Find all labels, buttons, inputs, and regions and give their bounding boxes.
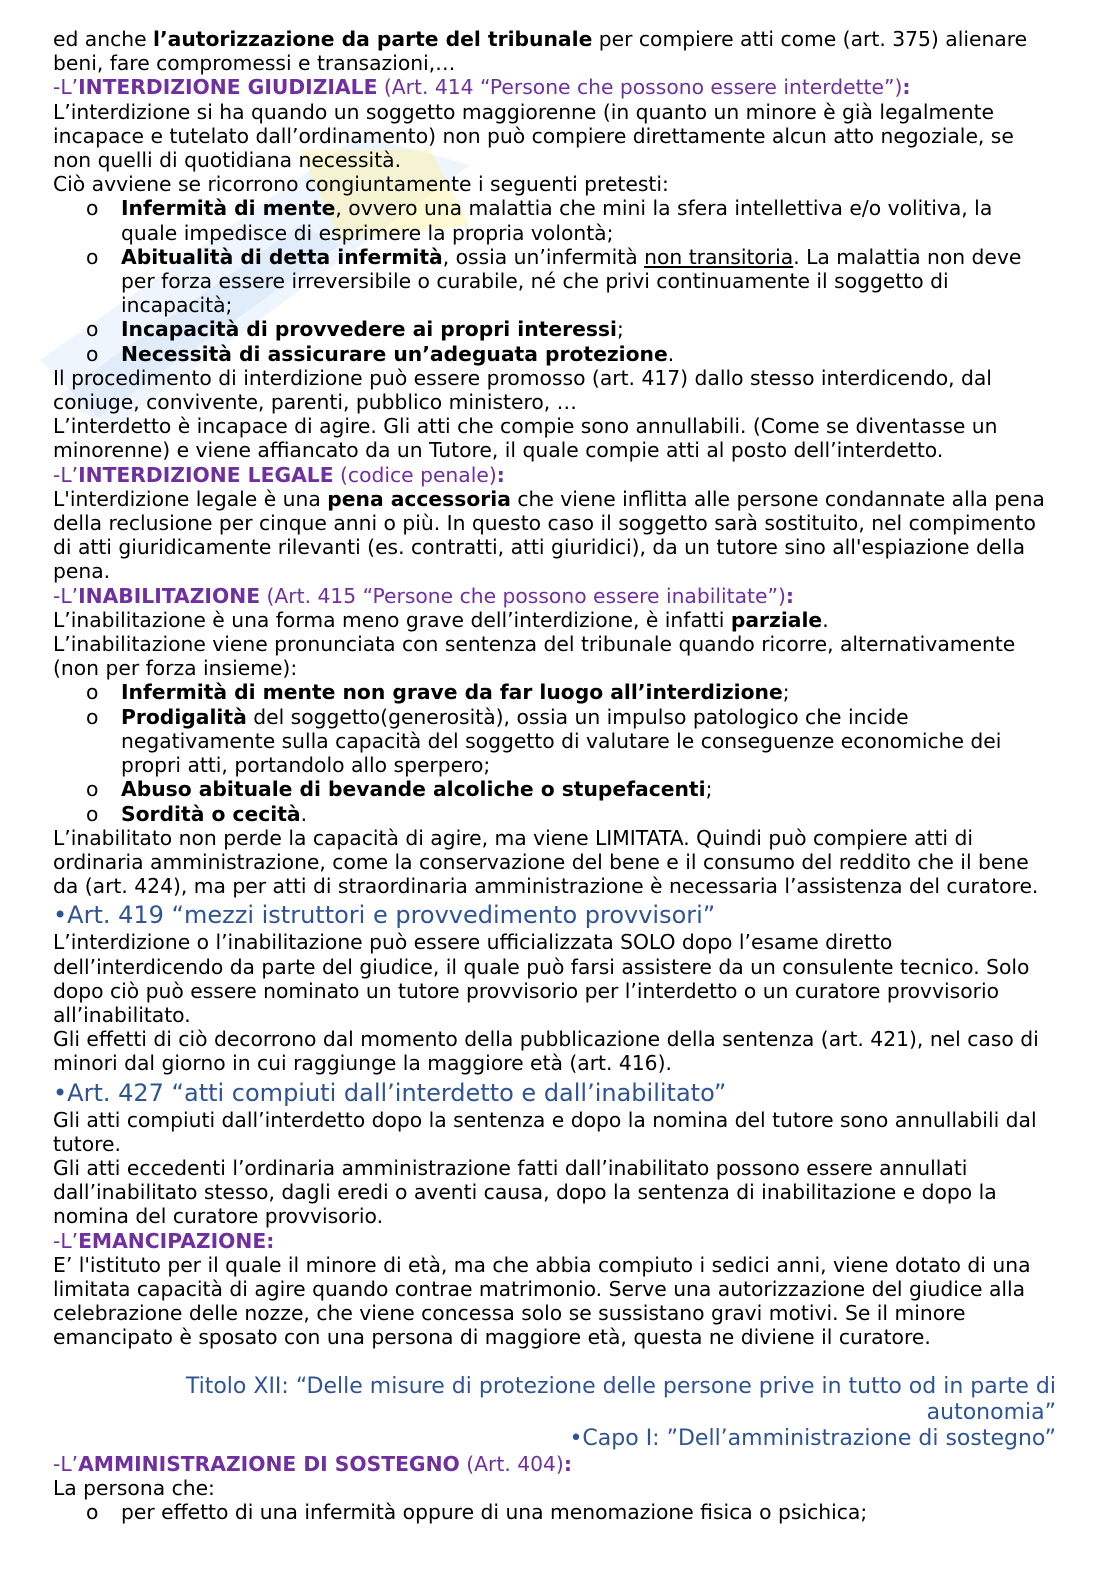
bold-text: parziale <box>730 607 823 632</box>
text-line <box>53 1253 1056 1277</box>
text-run: negativamente sulla capacità del soggetto di valutare le conseguenze economiche dei <box>121 728 1002 753</box>
text-line <box>121 1500 1056 1524</box>
text-line <box>53 1156 1056 1180</box>
text-run: dall’inabilitato stesso, dagli eredi o aventi causa, dopo la sentenza di inabilitazione e dopo la <box>53 1180 997 1205</box>
text-run: minorenne) e viene affiancato da un Tutore, il quale compie atti al posto dell’interdetto. <box>53 438 944 463</box>
text-run: E’ l'istituto per il quale il minore di età, ma che abbia compiuto i sedici anni, viene dotato di una <box>53 1252 1031 1277</box>
text-run: non quelli di quotidiana necessità. <box>53 148 402 173</box>
text-run: da (art. 424), ma per atti di straordinaria amministrazione è necessaria l’assistenza del curatore. <box>53 874 1039 899</box>
heading-bold-text: AMMINISTRAZIONE DI SOSTEGNO <box>78 1451 460 1476</box>
text-line <box>121 802 1056 826</box>
text-run: per forza essere irreversibile o curabile, né che privi continuamente il soggetto di <box>121 269 949 294</box>
paragraph <box>53 172 1056 196</box>
text-run: , ossia un’infermità <box>442 244 645 269</box>
section-label <box>53 1452 1056 1476</box>
bullet-marker: o <box>86 704 99 729</box>
text-run: •Capo I: ”Dell’amministrazione di sostegno” <box>569 1425 1056 1451</box>
text-run: pena. <box>53 559 111 584</box>
paragraph <box>53 487 1056 584</box>
text-line <box>53 124 1056 148</box>
text-line <box>121 705 1056 729</box>
text-line <box>53 100 1056 124</box>
heading-bold-text: EMANCIPAZIONE: <box>78 1228 275 1253</box>
text-line <box>121 680 1056 704</box>
text-line <box>53 27 1056 51</box>
text-run: ordinaria amministrazione, come la conservazione del bene e il consumo del reddito che il bene <box>53 849 1029 874</box>
text-line <box>53 172 1056 196</box>
text-run: •Art. 419 “mezzi istruttori e provvedimento provvisori” <box>53 901 716 930</box>
text-run: L’interdetto è incapace di agire. Gli atti che compie sono annullabili. (Come se diventasse un <box>53 414 998 439</box>
text-line <box>53 390 1056 414</box>
text-line <box>53 463 1056 487</box>
text-run: limitata capacità di agire quando contrae matrimonio. Serve una autorizzazione del giudice alla <box>53 1276 1026 1301</box>
paragraph <box>53 608 1056 632</box>
text-line <box>121 342 1056 366</box>
heading-bold-text: : <box>902 75 911 100</box>
text-line <box>53 438 1056 462</box>
text-run: ; <box>616 317 624 342</box>
bullet-marker: o <box>86 680 99 705</box>
bullet-marker: o <box>86 777 99 802</box>
text-run: celebrazione delle nozze, che viene concessa solo se sussistano gravi motivi. Se il minore <box>53 1301 966 1326</box>
text-line <box>53 1078 1056 1108</box>
text-run: L'interdizione legale è una <box>53 486 328 511</box>
text-line <box>53 1132 1056 1156</box>
text-run: , ovvero una malattia che mini la sfera intellettiva e/o volitiva, la <box>335 196 993 221</box>
heading-bold-text: INTERDIZIONE LEGALE <box>78 462 334 487</box>
text-run: nomina del curatore provvisorio. <box>53 1204 384 1229</box>
text-run: L’interdizione si ha quando un soggetto maggiorenne (in quanto un minore è già legalmente <box>53 99 994 124</box>
text-run: emancipato è sposato con una persona di maggiore età, questa ne diviene il curatore. <box>53 1325 931 1350</box>
text-run: incapacità; <box>121 293 233 318</box>
heading-text: (Art. 404) <box>459 1451 564 1476</box>
text-run: quale impedisce di esprimere la propria volontà; <box>121 220 614 245</box>
bold-text: Infermità di mente non grave da far luogo all’interdizione <box>121 680 783 705</box>
bold-text: Abuso abituale di bevande alcoliche o stupefacenti <box>121 777 706 802</box>
text-line <box>121 729 1056 753</box>
text-line <box>53 979 1056 1003</box>
text-run: ed anche <box>53 27 154 51</box>
text-run: L’inabilitato non perde la capacità di agire, ma viene LIMITATA. Quindi può compiere atti di <box>53 825 973 850</box>
bullet-item <box>53 802 1056 826</box>
text-run: che viene inflitta alle persone condannate alla pena <box>510 486 1045 511</box>
text-line <box>53 850 1056 874</box>
text-line <box>53 900 1056 930</box>
text-run: L’inabilitazione viene pronunciata con sentenza del tribunale quando ricorre, alternativamente <box>53 632 1016 657</box>
heading-text: -L’ <box>53 462 79 487</box>
bullet-item <box>53 196 1056 244</box>
section-label <box>53 584 1056 608</box>
text-line <box>121 317 1056 341</box>
bullet-item <box>53 705 1056 778</box>
text-line <box>53 1452 1056 1476</box>
text-run: coniuge, convivente, parenti, pubblico ministero, … <box>53 390 577 415</box>
heading-text: (Art. 414 “Persone che possono essere interdette”) <box>377 75 903 100</box>
text-line <box>53 584 1056 608</box>
heading-bold-text: : <box>563 1451 572 1476</box>
text-run: . <box>822 607 829 632</box>
text-line <box>53 1374 1056 1400</box>
text-line <box>53 1051 1056 1075</box>
bullet-marker: o <box>86 801 99 826</box>
text-run: dell’interdicendo da parte del giudice, il quale può farsi assistere da un consulente tecnico. Solo <box>53 954 1030 979</box>
text-run: per effetto di una infermità oppure di una menomazione fisica o psichica; <box>121 1499 868 1524</box>
bullet-item <box>53 245 1056 318</box>
bold-text: l’autorizzazione da parte del tribunale <box>153 27 593 51</box>
bullet-marker: o <box>86 1499 99 1524</box>
text-line <box>53 366 1056 390</box>
text-line <box>53 1325 1056 1349</box>
text-run: del soggetto(generosità), ossia un impulso patologico che incide <box>246 704 909 729</box>
bold-text: Abitualità di detta infermità <box>121 244 443 269</box>
heading-text: (codice penale) <box>333 462 497 487</box>
text-line <box>121 753 1056 777</box>
text-run: Gli atti eccedenti l’ordinaria amministrazione fatti dall’inabilitato possono essere annullati <box>53 1155 968 1180</box>
section-label <box>53 463 1056 487</box>
paragraph <box>53 632 1056 680</box>
text-line <box>53 148 1056 172</box>
text-line <box>121 196 1056 220</box>
heading-bold-text: : <box>785 583 794 608</box>
text-run: incapace e tutelato dall’ordinamento) non può compiere direttamente alcun atto negoziale, se <box>53 123 1014 148</box>
text-run: tutore. <box>53 1131 121 1156</box>
text-run: La persona che: <box>53 1475 215 1500</box>
text-run: Il procedimento di interdizione può essere promosso (art. 417) dallo stesso interdicendo, dal <box>53 365 992 390</box>
text-line <box>53 51 1056 75</box>
text-line <box>53 1180 1056 1204</box>
paragraph <box>53 1027 1056 1075</box>
bullet-marker: o <box>86 341 99 366</box>
bold-text: pena accessoria <box>327 486 511 511</box>
text-run: . La malattia non deve <box>793 244 1022 269</box>
bullet-item <box>53 777 1056 801</box>
paragraph <box>53 1253 1056 1350</box>
text-line <box>53 1426 1056 1452</box>
bullet-item <box>53 1500 1056 1524</box>
bold-text: Incapacità di provvedere ai propri interessi <box>121 317 617 342</box>
bullet-item <box>53 317 1056 341</box>
heading-bold-text: INTERDIZIONE GIUDIZIALE <box>78 75 378 100</box>
text-line <box>53 1229 1056 1253</box>
bullet-item <box>53 680 1056 704</box>
paragraph <box>53 100 1056 173</box>
text-run: L’inabilitazione è una forma meno grave dell’interdizione, è infatti <box>53 607 731 632</box>
text-run: L’interdizione o l’inabilitazione può essere ufficializzata SOLO dopo l’esame diretto <box>53 930 893 955</box>
underlined-text: non transitoria <box>644 244 794 269</box>
bold-text: Infermità di mente <box>121 196 336 221</box>
text-run: dopo ciò può essere nominato un tutore provvisorio per l’interdetto o un curatore provvisorio <box>53 978 999 1003</box>
text-run: autonomia” <box>926 1399 1056 1425</box>
text-run: . <box>300 801 308 826</box>
text-line <box>121 777 1056 801</box>
text-run: Titolo XII: “Delle misure di protezione delle persone prive in tutto od in parte di <box>185 1373 1056 1399</box>
bullet-item <box>53 342 1056 366</box>
text-line <box>53 632 1056 656</box>
article-heading <box>53 898 1056 930</box>
text-line <box>53 75 1056 99</box>
heading-text: -L’ <box>53 1451 79 1476</box>
paragraph <box>53 930 1056 1027</box>
text-line <box>53 826 1056 850</box>
text-line <box>53 656 1056 680</box>
text-run: Gli effetti di ciò decorrono dal momento della pubblicazione della sentenza (art. 421), nel caso di <box>53 1027 1039 1052</box>
heading-text: -L’ <box>53 583 79 608</box>
document-body <box>53 27 1056 1524</box>
bold-text: Necessità di assicurare un’adeguata protezione <box>121 341 668 366</box>
text-line <box>121 269 1056 293</box>
heading-text: -L’ <box>53 75 79 100</box>
text-line <box>121 245 1056 269</box>
text-run: ; <box>782 680 790 705</box>
paragraph <box>53 1476 1056 1500</box>
paragraph <box>53 414 1056 462</box>
text-line <box>53 559 1056 583</box>
paragraph <box>53 1156 1056 1229</box>
text-run: per compiere atti come (art. 375) alienare <box>592 27 1028 51</box>
text-run: all’inabilitato. <box>53 1002 191 1027</box>
paragraph <box>53 366 1056 414</box>
text-run: ; <box>705 777 713 802</box>
text-run: Gli atti compiuti dall’interdetto dopo la sentenza e dopo la nomina del tutore sono annullabili dal <box>53 1107 1037 1132</box>
heading-text: -L’ <box>53 1228 79 1253</box>
text-line <box>53 930 1056 954</box>
text-line <box>53 535 1056 559</box>
text-line <box>53 1027 1056 1051</box>
paragraph <box>53 27 1056 75</box>
heading-text: (Art. 415 “Persone che possono essere inabilitate”) <box>260 583 786 608</box>
text-line <box>53 1204 1056 1228</box>
text-line <box>53 487 1056 511</box>
paragraph <box>53 1108 1056 1156</box>
paragraph <box>53 826 1056 899</box>
text-run: (non per forza insieme): <box>53 656 298 681</box>
text-run: beni, fare compromessi e transazioni,… <box>53 51 456 76</box>
text-line <box>53 1277 1056 1301</box>
text-run: propri atti, portandolo allo sperpero; <box>121 753 491 778</box>
text-line <box>53 874 1056 898</box>
text-line <box>53 511 1056 535</box>
text-run: •Art. 427 “atti compiuti dall’interdetto e dall’inabilitato” <box>53 1078 727 1107</box>
text-run: della reclusione per cinque anni o più. In questo caso il soggetto sarà sostituito, nel compimento <box>53 511 1036 536</box>
bullet-marker: o <box>86 196 99 221</box>
text-run: Ciò avviene se ricorrono congiuntamente i seguenti pretesti: <box>53 172 669 197</box>
heading-bold-text: INABILITAZIONE <box>78 583 261 608</box>
text-line <box>53 1301 1056 1325</box>
title-heading <box>53 1426 1056 1452</box>
text-line <box>53 1003 1056 1027</box>
section-label <box>53 1229 1056 1253</box>
text-line <box>121 221 1056 245</box>
bullet-marker: o <box>86 244 99 269</box>
text-line <box>53 1400 1056 1426</box>
heading-bold-text: : <box>496 462 505 487</box>
text-line <box>53 414 1056 438</box>
section-label <box>53 75 1056 99</box>
text-line <box>53 1108 1056 1132</box>
text-line <box>121 293 1056 317</box>
bold-text: Sordità o cecità <box>121 801 301 826</box>
text-run: . <box>667 341 675 366</box>
text-run: di atti giuridicamente rilevanti (es. contratti, atti giuridici), da un tutore sino all'espiazione della <box>53 535 1025 560</box>
bold-text: Prodigalità <box>121 704 247 729</box>
text-line <box>53 608 1056 632</box>
title-heading <box>53 1374 1056 1426</box>
text-line <box>53 1476 1056 1500</box>
text-run: minori dal giorno in cui raggiunge la maggiore età (art. 416). <box>53 1051 672 1076</box>
bullet-marker: o <box>86 317 99 342</box>
text-line <box>53 955 1056 979</box>
article-heading <box>53 1076 1056 1108</box>
